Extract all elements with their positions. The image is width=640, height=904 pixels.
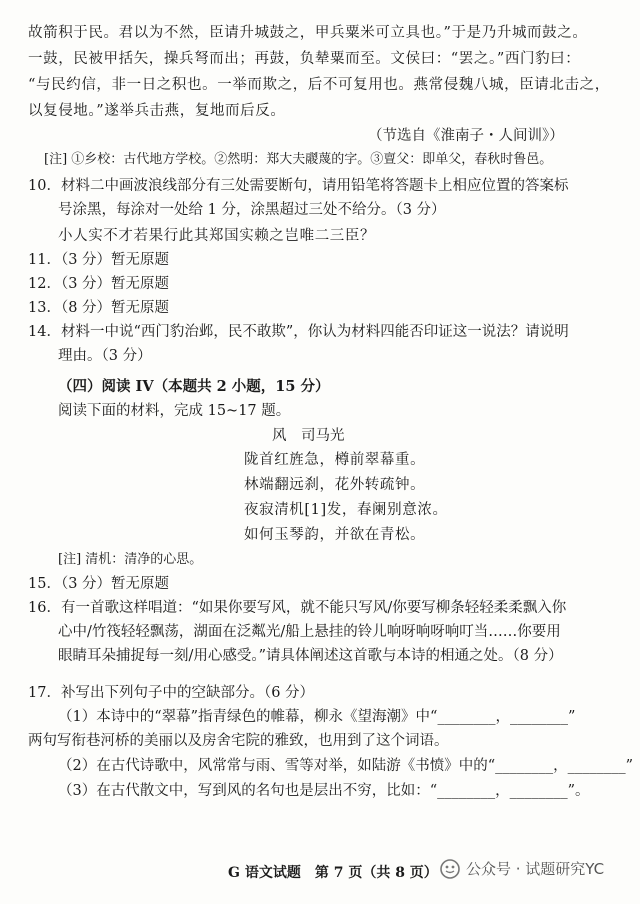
text-line: 小人实不才若果行此其郑国实赖之岂唯二三臣？ (58, 228, 376, 244)
text-line: [注] 清机：清净的心思。 (58, 552, 203, 567)
text-line: 林端翻远刹，花外转疏钟。 (244, 477, 426, 493)
text-line: （节选自《淮南子・人间训》） (368, 128, 564, 144)
text-line: 如何玉琴韵，并欲在青松。 (244, 527, 426, 543)
text-line: 故箭积于民。君以为不然，臣请升城鼓之，甲兵粟米可立具也。”于是乃升城而鼓之。 (28, 25, 588, 41)
text-line: 心中/竹筏轻轻飘荡，湖面在泛粼光/船上悬挂的铃儿响呀响呀响叮当……你要用 (58, 624, 561, 640)
text-line: 号涂黑，每涂对一处给 1 分，涂黑超过三处不给分。（3 分） (58, 202, 446, 218)
text-line: 眼睛耳朵捕捉每一刻/用心感受。”请具体阐述这首歌与本诗的相通之处。（8 分） (58, 648, 563, 664)
text-line: 阅读下面的材料，完成 15~17 题。 (58, 403, 291, 419)
text-line: 16．有一首歌这样唱道：“如果你要写风，就不能只写风/你要写柳条轻轻柔柔飘入你 (28, 600, 567, 616)
text-line: 17．补写出下列句子中的空缺部分。（6 分） (28, 685, 315, 701)
text-line: （3）在古代散文中，写到风的名句也是层出不穷，比如：“________，________”。 (58, 783, 590, 799)
text-line: 13．（8 分）暂无原题 (28, 300, 170, 316)
text-line: 两句写衔巷河桥的美丽以及房舍宅院的雅致，也用到了这个词语。 (28, 733, 449, 749)
text-line: （2）在古代诗歌中，风常常与雨、雪等对举，如陆游《书愤》中的“________，________” (58, 758, 634, 774)
text-line: [注] ①乡校：古代地方学校。②然明：郑大夫鬷蔑的字。③亶父：即单父，春秋时鲁邑。 (44, 152, 553, 167)
text-line: 理由。（3 分） (58, 348, 152, 364)
text-line: （四）阅读 IV（本题共 2 小题，15 分） (58, 378, 330, 395)
watermark-text: 公众号 · 试题研究YC (466, 860, 605, 878)
text-line: 以复侵地。”遂举兵击燕，复地而后反。 (28, 103, 286, 119)
text-line: 一鼓，民被甲括矢，操兵弩而出；再鼓，负辇粟而至。文侯曰：“罢之。”西门豹曰： (28, 51, 581, 67)
text-line: 风 司马光 (272, 428, 345, 444)
text-line: 10．材料二中画波浪线部分有三处需要断句，请用铅笔将答题卡上相应位置的答案标 (28, 178, 569, 194)
watermark (440, 858, 604, 879)
text-line: （1）本诗中的“翠幕”指青绿色的帷幕，柳永《望海潮》中“________，________” (58, 709, 576, 725)
wechat-icon (440, 859, 460, 879)
text-line: 夜寂清机[1]发，春阑别意浓。 (244, 502, 448, 518)
text-line: 11．（3 分）暂无原题 (28, 252, 170, 268)
text-line: “与民约信，非一日之积也。一举而欺之，后不可复用也。燕常侵魏八城，臣请北击之， (28, 77, 610, 93)
text-line: 陇首红旌急，樽前翠幕重。 (244, 452, 426, 468)
text-line: 12．（3 分）暂无原题 (28, 276, 170, 292)
text-line: 15．（3 分）暂无原题 (28, 576, 170, 592)
text-line: 14．材料一中说“西门豹治邺，民不敢欺”，你认为材料四能否印证这一说法？请说明 (28, 324, 569, 340)
page-footer: G 语文试题 第 7 页（共 8 页） (228, 865, 438, 881)
